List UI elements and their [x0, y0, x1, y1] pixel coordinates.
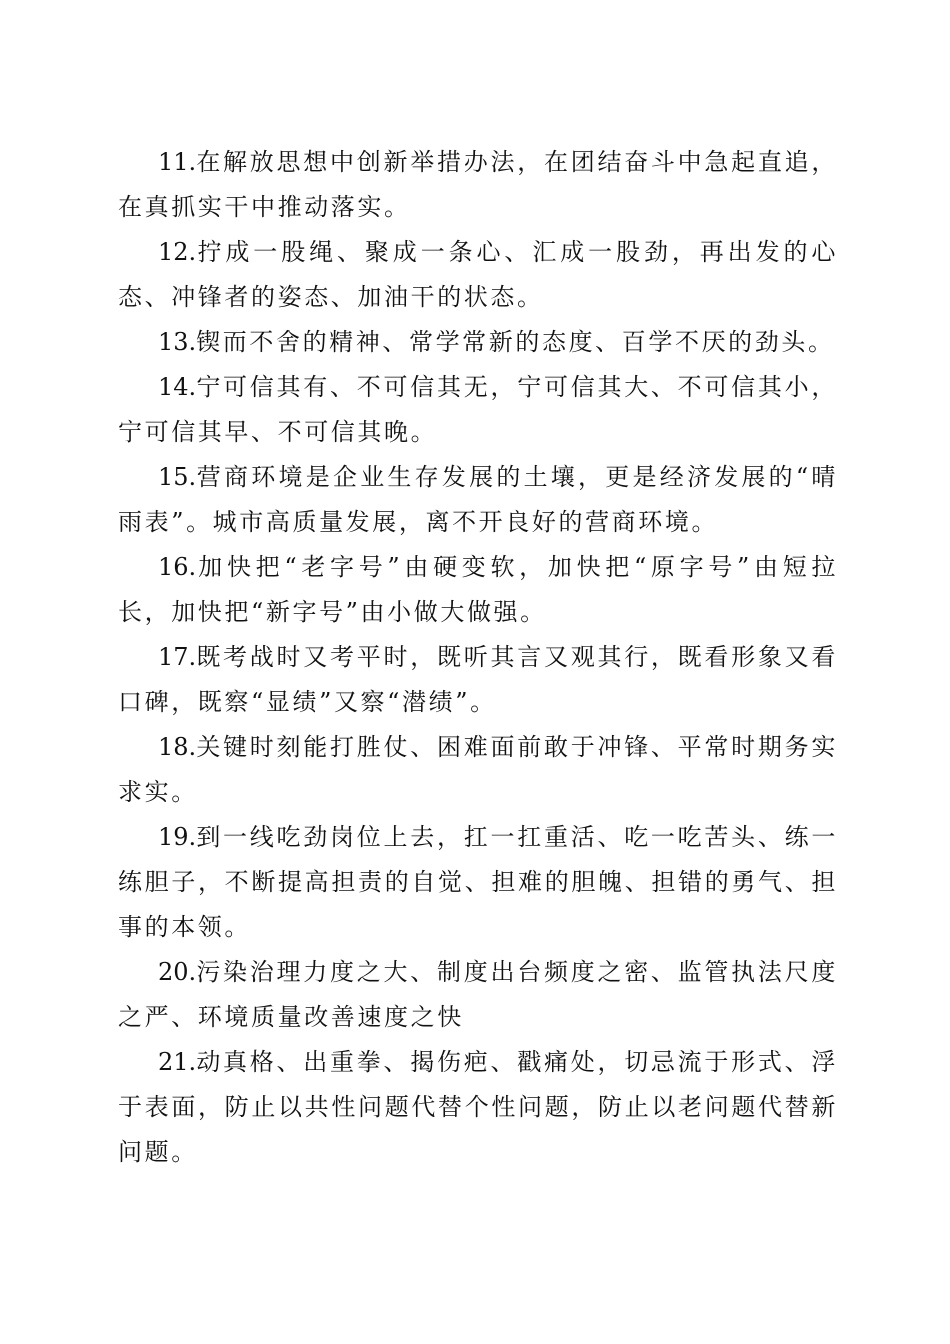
paragraph-21 — [118, 1040, 838, 1175]
paragraph-15 — [118, 455, 838, 545]
paragraph-number: 17. — [158, 643, 197, 671]
paragraph-number: 21. — [158, 1048, 197, 1076]
paragraph-text: 既考战时又考平时，既听其言又观其行，既看形象又看口碑，既察“显绩”又察“潜绩”。 — [118, 643, 838, 716]
paragraph-number: 14. — [158, 373, 197, 401]
paragraph-17 — [118, 635, 838, 725]
paragraph-text: 锲而不舍的精神、常学常新的态度、百学不厌的劲头。 — [196, 328, 835, 356]
paragraph-number: 15. — [158, 463, 197, 491]
paragraph-12 — [118, 230, 838, 320]
paragraph-19 — [118, 815, 838, 950]
paragraph-20 — [118, 950, 838, 1040]
paragraph-number: 19. — [158, 823, 197, 851]
paragraph-11 — [118, 140, 838, 230]
paragraph-text: 污染治理力度之大、制度出台频度之密、监管执法尺度之严、环境质量改善速度之快 — [118, 958, 838, 1031]
paragraph-number: 16. — [158, 553, 197, 581]
paragraph-text: 在解放思想中创新举措办法，在团结奋斗中急起直追，在真抓实干中推动落实。 — [118, 148, 838, 221]
paragraph-number: 13. — [158, 328, 197, 356]
paragraph-14 — [118, 365, 838, 455]
paragraph-text: 动真格、出重拳、揭伤疤、戳痛处，切忌流于形式、浮于表面，防止以共性问题代替个性问题，防止以老问题代替新问题。 — [118, 1048, 838, 1166]
paragraph-number: 12. — [158, 238, 197, 266]
paragraph-text: 加快把“老字号”由硬变软，加快把“原字号”由短拉长，加快把“新字号”由小做大做强。 — [118, 553, 838, 626]
paragraph-text: 营商环境是企业生存发展的土壤，更是经济发展的“晴雨表”。城市高质量发展，离不开良好的营商环境。 — [118, 463, 838, 536]
document-body — [118, 140, 838, 1175]
paragraph-13 — [118, 320, 838, 365]
paragraph-text: 拧成一股绳、聚成一条心、汇成一股劲，再出发的心态、冲锋者的姿态、加油干的状态。 — [118, 238, 838, 311]
paragraph-text: 宁可信其有、不可信其无，宁可信其大、不可信其小，宁可信其早、不可信其晚。 — [118, 373, 838, 446]
paragraph-number: 11. — [158, 148, 197, 176]
paragraph-number: 20. — [158, 958, 197, 986]
paragraph-text: 关键时刻能打胜仗、困难面前敢于冲锋、平常时期务实求实。 — [118, 733, 838, 806]
paragraph-18 — [118, 725, 838, 815]
paragraph-number: 18. — [158, 733, 197, 761]
paragraph-16 — [118, 545, 838, 635]
paragraph-text: 到一线吃劲岗位上去，扛一扛重活、吃一吃苦头、练一练胆子，不断提高担责的自觉、担难的胆魄、担错的勇气、担事的本领。 — [118, 823, 838, 941]
